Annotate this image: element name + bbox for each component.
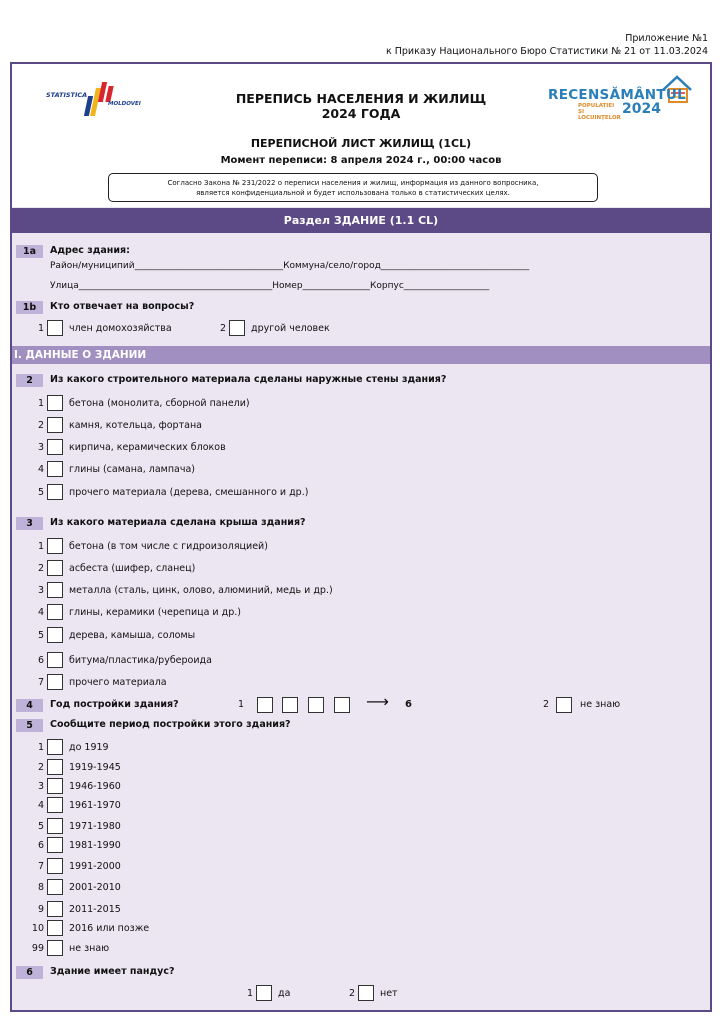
checkbox[interactable]: [47, 940, 63, 956]
option-label: металла (сталь, цинк, олово, алюминий, медь и др.): [69, 585, 333, 596]
option-label: нет: [380, 988, 398, 999]
option-code: 2: [37, 762, 44, 773]
checkbox[interactable]: [47, 759, 63, 775]
dont-know-code: 2: [543, 699, 550, 710]
question-number-1b: 1b: [16, 301, 43, 314]
option-code: 1: [37, 541, 44, 552]
notice-line-2: является конфиденциальной и будет использована только в статистических целях.: [196, 189, 510, 197]
checkbox[interactable]: [47, 739, 63, 755]
checkbox[interactable]: [47, 484, 63, 500]
option-code: 4: [37, 464, 44, 475]
checkbox[interactable]: [47, 778, 63, 794]
option-label: да: [278, 988, 291, 999]
subsection-title: I. ДАННЫЕ О ЗДАНИИ: [12, 346, 710, 364]
census-form: [10, 62, 712, 1012]
checkbox[interactable]: [47, 439, 63, 455]
checkbox[interactable]: [47, 920, 63, 936]
checkbox[interactable]: [47, 627, 63, 643]
option-label: 1946-1960: [69, 781, 121, 792]
option-label: кирпича, керамических блоков: [69, 442, 226, 453]
question-number-5: 5: [16, 719, 43, 732]
option-code: 1: [37, 742, 44, 753]
checkbox[interactable]: [47, 818, 63, 834]
form-title: ПЕРЕПИСНОЙ ЛИСТ ЖИЛИЩ (1CL): [250, 137, 472, 150]
checkbox[interactable]: [47, 417, 63, 433]
option-label: другой человек: [251, 323, 330, 334]
question-text-2: Из какого строительного материала сделаны наружные стены здания?: [50, 374, 447, 385]
section-title: Раздел ЗДАНИЕ (1.1 CL): [12, 208, 710, 233]
question-number-6: 6: [16, 966, 43, 979]
checkbox[interactable]: [47, 582, 63, 598]
option-label: 1961-1970: [69, 800, 121, 811]
question-number-1a: 1a: [16, 245, 43, 258]
option-code: 3: [37, 585, 44, 596]
option-label: бетона (монолита, сборной панели): [69, 398, 250, 409]
option-label: 2011-2015: [69, 904, 121, 915]
option-label: прочего материала (дерева, смешанного и др.): [69, 487, 309, 498]
option-code: 3: [37, 442, 44, 453]
option-code: 5: [37, 487, 44, 498]
option-code: 3: [37, 781, 44, 792]
option-code: 2: [219, 323, 226, 334]
checkbox[interactable]: [47, 320, 63, 336]
option-code: 8: [37, 882, 44, 893]
notice-line-1: Согласно Закона № 231/2022 о переписи населения и жилищ, информация из данного вопросника,: [167, 179, 539, 187]
form-header: [12, 64, 710, 207]
checkbox[interactable]: [47, 858, 63, 874]
logo-text-recensamantul: RECENSĂMÂNTUL: [548, 87, 687, 103]
checkbox[interactable]: [47, 604, 63, 620]
option-label: глины, керамики (черепица и др.): [69, 607, 241, 618]
option-label: асбеста (шифер, сланец): [69, 563, 196, 574]
year-code: 1: [238, 699, 245, 710]
census-year: 2024 ГОДА: [321, 106, 401, 121]
option-label: глины (самана, лампача): [69, 464, 196, 475]
question-text-1a: Адрес здания:: [50, 245, 130, 256]
annex-note: [386, 32, 708, 58]
option-code: 7: [37, 677, 44, 688]
question-text-6: Здание имеет пандус?: [50, 966, 175, 977]
year-digit-3-box[interactable]: [308, 697, 324, 713]
checkbox[interactable]: [47, 837, 63, 853]
option-code: 1: [37, 398, 44, 409]
option-label: 1991-2000: [69, 861, 121, 872]
option-label: 1981-1990: [69, 840, 121, 851]
option-code: 2: [348, 988, 355, 999]
option-label: член домохозяйства: [69, 323, 172, 334]
year-digit-1-box[interactable]: [257, 697, 273, 713]
option-code: 1: [246, 988, 253, 999]
census-moment: Момент переписи: 8 апреля 2024 г., 00:00 часов: [220, 155, 502, 166]
address-line-street[interactable]: Улица___________________________________________Номер_______________Корпус___________________: [50, 281, 490, 291]
logo-text-year: 2024: [622, 101, 661, 117]
option-label: 2001-2010: [69, 882, 121, 893]
year-digit-2-box[interactable]: [282, 697, 298, 713]
option-label: бетона (в том числе с гидроизоляцией): [69, 541, 268, 552]
checkbox[interactable]: [47, 879, 63, 895]
arrow-right-icon: ⟶: [366, 692, 389, 711]
option-code: 4: [37, 607, 44, 618]
year-digit-4-box[interactable]: [334, 697, 350, 713]
option-code: 99: [31, 943, 44, 954]
checkbox[interactable]: [47, 560, 63, 576]
option-label: битума/пластика/рубероида: [69, 655, 212, 666]
skip-to-question: 6: [405, 699, 412, 710]
checkbox[interactable]: [47, 652, 63, 668]
option-label: до 1919: [69, 742, 109, 753]
checkbox[interactable]: [229, 320, 245, 336]
option-code: 5: [37, 630, 44, 641]
option-label: 1919-1945: [69, 762, 121, 773]
dont-know-checkbox[interactable]: [556, 697, 572, 713]
dont-know-label: не знаю: [580, 699, 621, 710]
option-code: 7: [37, 861, 44, 872]
checkbox[interactable]: [47, 538, 63, 554]
option-label: дерева, камыша, соломы: [69, 630, 196, 641]
option-code: 6: [37, 840, 44, 851]
option-code: 4: [37, 800, 44, 811]
question-text-1b: Кто отвечает на вопросы?: [50, 301, 195, 312]
option-code: 6: [37, 655, 44, 666]
checkbox[interactable]: [256, 985, 272, 1001]
option-code: 9: [37, 904, 44, 915]
census-title: ПЕРЕПИСЬ НАСЕЛЕНИЯ И ЖИЛИЩ: [235, 91, 487, 106]
option-label: камня, котельца, фортана: [69, 420, 202, 431]
question-number-4: 4: [16, 699, 43, 712]
option-code: 2: [37, 563, 44, 574]
question-number-3: 3: [16, 517, 43, 530]
question-text-3: Из какого материала сделана крыша здания?: [50, 517, 306, 528]
option-label: 2016 или позже: [69, 923, 150, 934]
checkbox[interactable]: [47, 674, 63, 690]
option-code: 1: [37, 323, 44, 334]
address-line-district[interactable]: Район/муниципий_________________________________Коммуна/село/город_________________________________: [50, 261, 530, 271]
checkbox[interactable]: [47, 461, 63, 477]
checkbox[interactable]: [47, 797, 63, 813]
question-text-5: Сообщите период постройки этого здания?: [50, 719, 291, 730]
checkbox[interactable]: [358, 985, 374, 1001]
annex-line-1: Приложение №1: [625, 33, 708, 44]
recensamantul-logo: [548, 74, 696, 122]
annex-line-2: к Приказу Национального Бюро Статистики № 21 от 11.03.2024: [385, 46, 708, 57]
option-label: 1971-1980: [69, 821, 121, 832]
question-number-2: 2: [16, 374, 43, 387]
confidentiality-notice: [108, 173, 598, 202]
logo-text-moldovei: MOLDOVEI: [108, 101, 141, 107]
option-code: 5: [37, 821, 44, 832]
option-code: 10: [31, 923, 44, 934]
checkbox[interactable]: [47, 395, 63, 411]
question-text-4: Год постройки здания?: [50, 699, 179, 710]
option-label: прочего материала: [69, 677, 167, 688]
logo-text-populatiei: POPULAȚIEI ȘI LOCUINȚELOR: [578, 103, 621, 121]
option-code: 2: [37, 420, 44, 431]
logo-text-statistica: STATISTICA: [46, 91, 88, 99]
option-label: не знаю: [69, 943, 110, 954]
checkbox[interactable]: [47, 901, 63, 917]
